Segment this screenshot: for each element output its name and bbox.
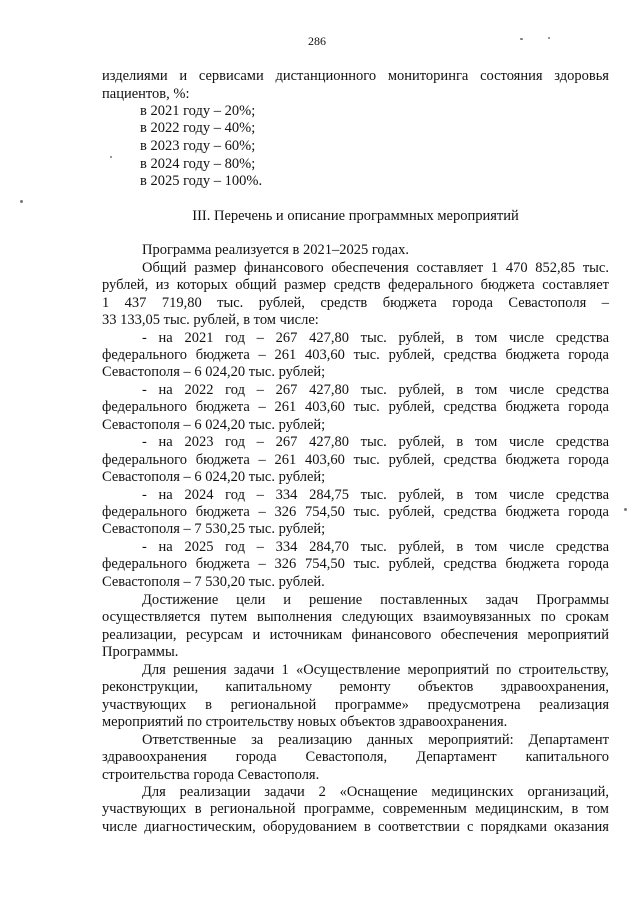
text-line <box>102 399 609 416</box>
word: бюджета <box>195 504 250 520</box>
text-line: Севастополя – 6 024,20 тыс. рублей; <box>102 469 326 485</box>
word: и <box>283 592 292 608</box>
word: осуществляется <box>102 609 201 625</box>
word: средства <box>443 347 497 363</box>
word: год <box>225 487 245 503</box>
word: тыс. <box>353 399 380 415</box>
word: Департамент <box>528 732 609 748</box>
word: 267 <box>275 382 298 398</box>
page-number: 286 <box>308 34 326 48</box>
text-line <box>142 539 609 556</box>
word: ремонту <box>339 679 391 695</box>
word: рублей, <box>388 556 435 572</box>
word: мероприятий <box>407 662 489 678</box>
word: рублей, <box>388 399 435 415</box>
word: средства <box>555 434 609 450</box>
word: бюджета <box>505 556 560 572</box>
text-line <box>142 662 609 679</box>
word: 284,75 <box>309 487 349 503</box>
word: - <box>142 434 147 450</box>
word: 427,80 <box>309 434 349 450</box>
word: тыс. <box>217 295 244 311</box>
word: Для <box>142 662 166 678</box>
word: программе, <box>303 801 375 817</box>
word: составляет <box>416 260 484 276</box>
word: бюджета <box>480 277 535 293</box>
word: Программы <box>536 592 609 608</box>
word: состояния <box>480 68 543 84</box>
word: современным <box>382 801 467 817</box>
word: - <box>142 382 147 398</box>
word: решения <box>173 662 227 678</box>
word: 261 <box>274 399 297 415</box>
word: - <box>142 330 147 346</box>
word: год <box>225 382 245 398</box>
word: соответствии <box>377 819 460 835</box>
word: 334 <box>275 487 298 503</box>
word: взаимоувязанных <box>423 609 531 625</box>
word: данных <box>366 732 414 748</box>
word: 334 <box>275 539 298 555</box>
word: числе <box>508 382 545 398</box>
word: задач <box>485 592 519 608</box>
word: том <box>474 487 498 503</box>
word: в <box>456 487 464 503</box>
word: средства <box>443 399 497 415</box>
word: срокам <box>565 609 609 625</box>
word: обеспечения <box>440 627 519 643</box>
word: 470 <box>505 260 528 276</box>
word: федерального <box>102 556 187 572</box>
text-line <box>102 749 609 766</box>
word: бюджета <box>195 399 250 415</box>
word: в <box>456 382 464 398</box>
word: 261 <box>274 347 297 363</box>
text-line <box>142 784 609 801</box>
text-line <box>142 260 609 277</box>
word: города <box>568 504 609 520</box>
word: города <box>568 347 609 363</box>
word: 427,80 <box>309 330 349 346</box>
text-line: строительства города Севастополя. <box>102 767 320 783</box>
word: реализации <box>179 784 251 800</box>
word: средств <box>320 295 368 311</box>
word: тыс. <box>353 347 380 363</box>
text-line <box>102 627 609 644</box>
text-line: в 2023 году – 60%; <box>140 138 256 154</box>
word: 2021 <box>184 330 214 346</box>
word: тыс. <box>360 382 387 398</box>
word: ресурсам <box>185 627 243 643</box>
word: тыс. <box>360 539 387 555</box>
word: 2024 <box>184 487 214 503</box>
word: здравоохранения <box>102 749 207 765</box>
word: тыс. <box>353 452 380 468</box>
word: год <box>225 434 245 450</box>
text-line <box>102 295 609 312</box>
word: здоровья <box>554 68 609 84</box>
word: реализацию <box>278 732 353 748</box>
word: – <box>256 330 264 346</box>
text-line <box>102 819 609 836</box>
word: средства <box>555 330 609 346</box>
word: путем <box>210 609 248 625</box>
word: – <box>256 382 264 398</box>
word: тыс. <box>360 434 387 450</box>
text-line: Севастополя – 7 530,20 тыс. рублей. <box>102 574 325 590</box>
text-line <box>142 382 609 399</box>
word: 427,80 <box>309 382 349 398</box>
word: рублей, <box>398 434 445 450</box>
word: медицинских <box>431 784 514 800</box>
word: - <box>142 539 147 555</box>
word: – <box>258 347 266 363</box>
word: – <box>258 556 266 572</box>
scan-speck <box>110 156 112 158</box>
word: задачи <box>233 662 275 678</box>
word: финансового <box>244 260 324 276</box>
word: мероприятий: <box>428 732 514 748</box>
text-line <box>102 277 609 294</box>
text-line <box>102 679 609 696</box>
word: города <box>568 556 609 572</box>
word: в <box>205 697 212 713</box>
word: в <box>364 819 371 835</box>
word: реализации, <box>102 627 177 643</box>
word: которых <box>176 277 228 293</box>
word: Севастополя, <box>305 749 388 765</box>
word: том <box>474 539 498 555</box>
word: числе <box>508 539 545 555</box>
word: программе» <box>334 697 409 713</box>
word: тыс. <box>353 556 380 572</box>
word: поставленных <box>380 592 468 608</box>
word: обеспечения <box>331 260 409 276</box>
word: 403,60 <box>305 347 345 363</box>
word: рублей, <box>388 452 435 468</box>
word: на <box>158 539 173 555</box>
text-line: III. Перечень и описание программных мероприятий <box>192 208 519 224</box>
word: тыс. <box>360 330 387 346</box>
word: реконструкции, <box>102 679 199 695</box>
word: 2023 <box>184 434 214 450</box>
word: города <box>235 749 277 765</box>
text-line <box>102 697 609 714</box>
word: числе <box>102 819 138 835</box>
text-line: мероприятий по строительству новых объектов здравоохранения. <box>102 714 508 730</box>
text-line <box>142 434 609 451</box>
text-line <box>102 452 609 469</box>
word: – <box>258 504 266 520</box>
word: региональной <box>230 697 317 713</box>
word: финансового <box>351 627 432 643</box>
word: 2 <box>318 784 326 800</box>
word: рублей, <box>398 487 445 503</box>
word: год <box>225 539 245 555</box>
word: за <box>251 732 264 748</box>
word: на <box>158 434 173 450</box>
word: 403,60 <box>305 399 345 415</box>
word: тыс. <box>360 487 387 503</box>
word: средства <box>555 487 609 503</box>
word: - <box>142 487 147 503</box>
text-line <box>102 68 609 85</box>
word: оборудованием <box>262 819 357 835</box>
scan-speck <box>520 38 523 40</box>
word: и <box>252 627 261 643</box>
word: 403,60 <box>305 452 345 468</box>
word: 754,50 <box>305 504 345 520</box>
word: 326 <box>274 556 297 572</box>
word: объектов <box>418 679 474 695</box>
word: цели <box>236 592 266 608</box>
word: задачи <box>264 784 305 800</box>
word: том <box>586 801 609 817</box>
word: капитального <box>525 749 609 765</box>
word: в <box>456 539 464 555</box>
word: 1 <box>281 662 289 678</box>
word: региональной <box>209 801 296 817</box>
word: тыс. <box>353 504 380 520</box>
word: 326 <box>274 504 297 520</box>
word: 284,70 <box>309 539 349 555</box>
word: по <box>540 609 556 625</box>
word: мониторинга <box>387 68 469 84</box>
word: диагностическим, <box>144 819 256 835</box>
word: города <box>452 295 493 311</box>
word: источникам <box>269 627 343 643</box>
word: числе <box>508 434 545 450</box>
word: 267 <box>275 330 298 346</box>
word: по <box>496 662 512 678</box>
text-line <box>142 592 609 609</box>
word: федерального <box>102 452 187 468</box>
word: «Оснащение <box>339 784 418 800</box>
word: том <box>474 330 498 346</box>
text-line <box>142 330 609 347</box>
word: средства <box>443 504 497 520</box>
word: 852,85 <box>535 260 576 276</box>
word: средства <box>555 539 609 555</box>
text-line <box>102 504 609 521</box>
word: – <box>256 539 264 555</box>
word: мероприятий <box>527 627 609 643</box>
word: строительству, <box>518 662 609 678</box>
word: из <box>155 277 170 293</box>
word: числе <box>508 487 545 503</box>
word: города <box>568 452 609 468</box>
word: «Осуществление <box>296 662 401 678</box>
word: федерального <box>102 399 187 415</box>
word: в <box>456 330 464 346</box>
text-line: в 2022 году – 40%; <box>140 120 256 136</box>
word: следующих <box>341 609 414 625</box>
word: федерального <box>102 347 187 363</box>
word: рублей, <box>398 539 445 555</box>
word: на <box>158 382 173 398</box>
word: Достижение <box>142 592 219 608</box>
word: на <box>158 330 173 346</box>
word: федерального <box>388 277 474 293</box>
word: Ответственные <box>142 732 237 748</box>
word: изделиями <box>102 68 168 84</box>
word: – <box>256 487 264 503</box>
word: рублей, <box>398 382 445 398</box>
word: общий <box>235 277 277 293</box>
word: 2025 <box>184 539 214 555</box>
word: сервисами <box>198 68 264 84</box>
word: 267 <box>275 434 298 450</box>
word: средства <box>555 382 609 398</box>
word: в <box>571 801 579 817</box>
word: в <box>456 434 464 450</box>
word: рублей, <box>388 504 435 520</box>
text-line: Севастополя – 6 024,20 тыс. рублей; <box>102 417 326 433</box>
word: порядками <box>480 819 547 835</box>
word: рублей, <box>258 295 305 311</box>
word: решение <box>308 592 363 608</box>
word: участвующих <box>102 801 187 817</box>
word: оказания <box>554 819 609 835</box>
word: 1 <box>490 260 499 276</box>
text-line: Программа реализуется в 2021–2025 годах. <box>142 242 409 258</box>
scan-speck <box>20 200 23 203</box>
word: тыс. <box>582 260 609 276</box>
word: на <box>158 487 173 503</box>
word: предусмотрена <box>427 697 521 713</box>
word: участвующих <box>102 697 187 713</box>
word: Общий <box>142 260 187 276</box>
word: бюджета <box>505 347 560 363</box>
word: бюджета <box>505 399 560 415</box>
text-line <box>102 347 609 364</box>
word: рублей, <box>388 347 435 363</box>
word: бюджета <box>505 504 560 520</box>
word: – <box>601 295 609 311</box>
word: числе <box>508 330 545 346</box>
word: 719,80 <box>161 295 202 311</box>
word: том <box>474 382 498 398</box>
word: 2022 <box>184 382 214 398</box>
word: федерального <box>102 504 187 520</box>
word: размер <box>284 277 327 293</box>
word: и <box>179 68 188 84</box>
text-line: в 2021 году – 20%; <box>140 103 256 119</box>
word: с <box>466 819 474 835</box>
text-line <box>102 556 609 573</box>
word: бюджета <box>195 452 250 468</box>
text-line: Севастополя – 6 024,20 тыс. рублей; <box>102 364 326 380</box>
word: средства <box>443 556 497 572</box>
word: дистанционного <box>275 68 377 84</box>
word: выполнения <box>256 609 332 625</box>
word: города <box>568 399 609 415</box>
word: год <box>225 330 245 346</box>
text-line: Программы. <box>102 644 179 660</box>
word: 754,50 <box>305 556 345 572</box>
word: размер <box>194 260 237 276</box>
text-line: Севастополя – 7 530,25 тыс. рублей; <box>102 521 326 537</box>
word: Для <box>142 784 166 800</box>
text-line: в 2024 году – 80%; <box>140 156 256 172</box>
word: бюджета <box>195 556 250 572</box>
word: 437 <box>124 295 147 311</box>
text-line: 33 133,05 тыс. рублей, в том числе: <box>102 312 319 328</box>
word: бюджета <box>382 295 437 311</box>
word: рублей, <box>398 330 445 346</box>
word: рублей, <box>102 277 149 293</box>
word: организаций, <box>527 784 609 800</box>
text-line: пациентов, %: <box>102 86 190 102</box>
word: – <box>258 399 266 415</box>
word: бюджета <box>505 452 560 468</box>
word: капитальному <box>225 679 313 695</box>
word: средства <box>443 452 497 468</box>
word: в <box>194 801 202 817</box>
word: – <box>256 434 264 450</box>
word: – <box>258 452 266 468</box>
word: составляет <box>542 277 609 293</box>
word: том <box>474 434 498 450</box>
word: 261 <box>274 452 297 468</box>
scan-speck <box>548 37 550 39</box>
word: Севастополя <box>508 295 587 311</box>
word: медицинским, <box>475 801 564 817</box>
word: 1 <box>102 295 110 311</box>
scan-speck <box>624 508 627 511</box>
word: реализация <box>539 697 609 713</box>
word: средств <box>333 277 381 293</box>
text-line: в 2025 году – 100%. <box>140 173 263 189</box>
text-line <box>142 487 609 504</box>
text-line <box>142 732 609 749</box>
word: бюджета <box>195 347 250 363</box>
word: здравоохранения, <box>500 679 609 695</box>
text-line <box>102 801 609 818</box>
word: Департамент <box>416 749 497 765</box>
text-line <box>102 609 609 626</box>
